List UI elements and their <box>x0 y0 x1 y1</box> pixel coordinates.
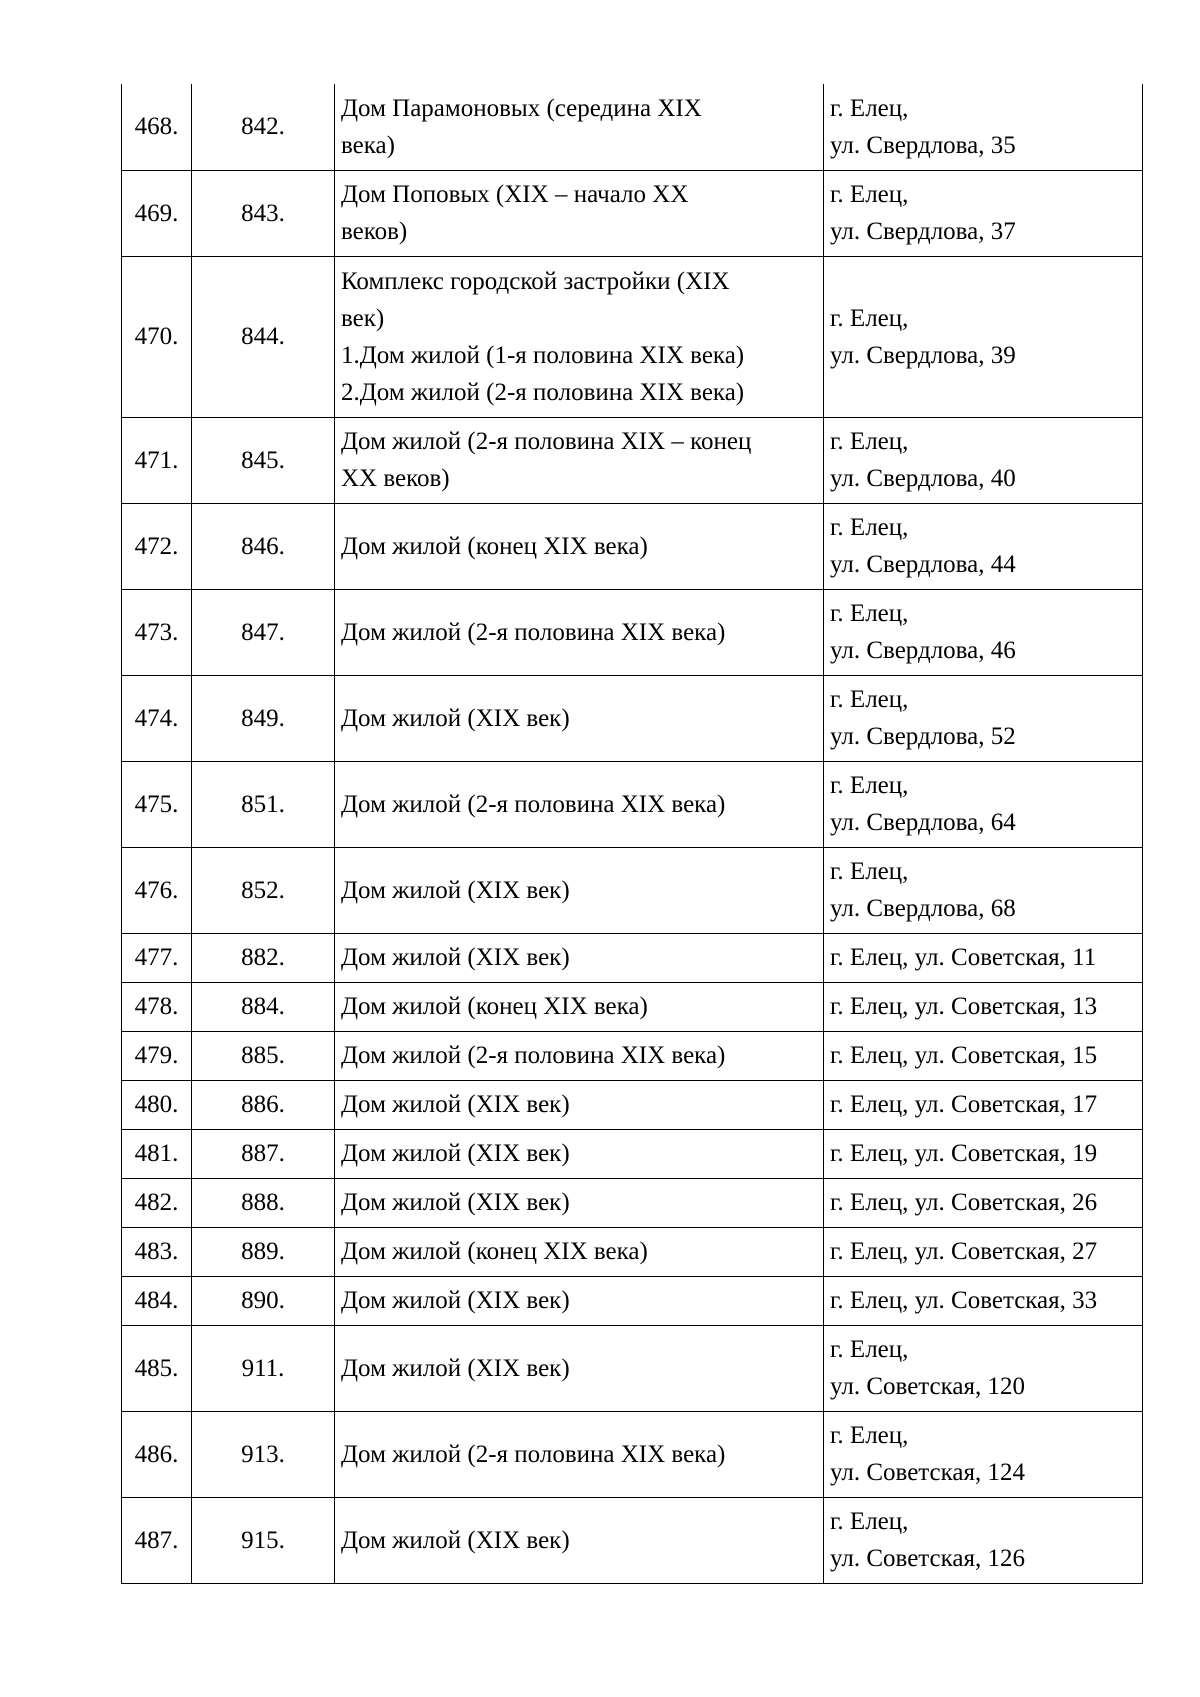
address-cell <box>824 417 1143 503</box>
row-number-cell: 475. <box>122 761 192 847</box>
table-body <box>122 84 1143 1583</box>
address-line: ул. Свердлова, 52 <box>830 723 1016 750</box>
address-line: г. Елец, <box>830 858 909 885</box>
address-cell <box>824 1178 1143 1227</box>
object-name-line: Дом жилой (2-я половина XIX века) <box>341 790 726 818</box>
table-row <box>122 1325 1143 1411</box>
address-cell <box>824 589 1143 675</box>
row-number-cell: 480. <box>122 1080 192 1129</box>
object-name-line: Дом жилой (конец XIX века) <box>341 1238 648 1265</box>
object-name-line: Дом Парамоновых (середина XIX <box>341 94 702 122</box>
table-row <box>122 170 1143 256</box>
registry-number-cell: 842. <box>192 84 335 170</box>
row-number-cell: 469. <box>122 170 192 256</box>
address-line: г. Елец, <box>830 304 909 332</box>
object-name-line: Дом жилой (2-я половина XIX века) <box>341 618 726 646</box>
address-cell <box>824 675 1143 761</box>
object-name-cell <box>335 84 824 170</box>
address-cell <box>824 1031 1143 1080</box>
table-row <box>122 1227 1143 1276</box>
object-name-line: 2.Дом жилой (2-я половина XIX века) <box>341 378 745 406</box>
registry-number-cell: 843. <box>192 170 335 256</box>
row-number-cell: 485. <box>122 1325 192 1411</box>
registry-number-cell: 849. <box>192 675 335 761</box>
object-name-line: Дом жилой (XIX век) <box>341 1287 570 1314</box>
row-number-cell: 483. <box>122 1227 192 1276</box>
address-line: ул. Свердлова, 39 <box>830 341 1016 369</box>
table-row <box>122 1031 1143 1080</box>
object-name-line: века) <box>341 131 395 159</box>
registry-number-cell: 886. <box>192 1080 335 1129</box>
object-name-line: Дом жилой (конец XIX века) <box>341 993 648 1020</box>
address-cell <box>824 1411 1143 1497</box>
registry-number-cell: 911. <box>192 1325 335 1411</box>
address-cell <box>824 1276 1143 1325</box>
row-number-cell: 477. <box>122 933 192 982</box>
table-row <box>122 589 1143 675</box>
object-name-cell <box>335 1227 824 1276</box>
object-name-line: Дом жилой (XIX век) <box>341 704 570 732</box>
address-line: г. Елец, <box>830 1336 909 1363</box>
object-name-line: Дом жилой (XIX век) <box>341 1354 570 1382</box>
object-name-cell <box>335 847 824 933</box>
address-cell <box>824 1227 1143 1276</box>
address-line: г. Елец, <box>830 428 909 455</box>
registry-number-cell: 889. <box>192 1227 335 1276</box>
address-line: г. Елец, ул. Советская, 11 <box>830 944 1097 971</box>
table-row <box>122 1497 1143 1583</box>
address-line: г. Елец, <box>830 181 909 208</box>
registry-number-cell: 852. <box>192 847 335 933</box>
heritage-objects-table <box>121 84 1143 1584</box>
table-row <box>122 982 1143 1031</box>
address-cell <box>824 1497 1143 1583</box>
address-cell <box>824 847 1143 933</box>
registry-number-cell: 885. <box>192 1031 335 1080</box>
address-cell <box>824 1129 1143 1178</box>
address-line: г. Елец, <box>830 94 909 122</box>
row-number-cell: 474. <box>122 675 192 761</box>
address-line: г. Елец, ул. Советская, 17 <box>830 1091 1098 1118</box>
address-cell <box>824 84 1143 170</box>
address-line: ул. Свердлова, 68 <box>830 895 1016 922</box>
object-name-cell <box>335 589 824 675</box>
registry-number-cell: 890. <box>192 1276 335 1325</box>
address-line: г. Елец, ул. Советская, 33 <box>830 1287 1098 1314</box>
object-name-line: Дом жилой (конец XIX века) <box>341 532 648 560</box>
registry-number-cell: 851. <box>192 761 335 847</box>
table-row <box>122 1080 1143 1129</box>
object-name-cell <box>335 675 824 761</box>
row-number-cell: 468. <box>122 84 192 170</box>
object-name-line: Дом жилой (XIX век) <box>341 1140 570 1167</box>
table-row <box>122 1276 1143 1325</box>
object-name-line: Дом жилой (XIX век) <box>341 876 570 904</box>
object-name-line: Дом жилой (XIX век) <box>341 944 570 971</box>
address-line: ул. Свердлова, 35 <box>830 131 1016 159</box>
object-name-cell <box>335 417 824 503</box>
address-cell <box>824 982 1143 1031</box>
address-line: ул. Свердлова, 46 <box>830 637 1016 664</box>
object-name-cell <box>335 1080 824 1129</box>
row-number-cell: 482. <box>122 1178 192 1227</box>
address-line: г. Елец, <box>830 600 909 627</box>
object-name-line: Дом жилой (2-я половина XIX века) <box>341 1440 726 1468</box>
object-name-cell <box>335 1178 824 1227</box>
table-row <box>122 675 1143 761</box>
row-number-cell: 486. <box>122 1411 192 1497</box>
object-name-line: Дом жилой (2-я половина XIX – конец <box>341 428 752 455</box>
address-cell <box>824 1325 1143 1411</box>
row-number-cell: 476. <box>122 847 192 933</box>
object-name-line: Дом жилой (2-я половина XIX века) <box>341 1042 726 1069</box>
table-row <box>122 503 1143 589</box>
table-row <box>122 933 1143 982</box>
object-name-cell <box>335 503 824 589</box>
address-cell <box>824 503 1143 589</box>
address-line: г. Елец, ул. Советская, 19 <box>830 1140 1098 1167</box>
address-line: г. Елец, ул. Советская, 27 <box>830 1238 1098 1265</box>
table-row <box>122 847 1143 933</box>
address-cell <box>824 761 1143 847</box>
object-name-cell <box>335 1325 824 1411</box>
registry-number-cell: 888. <box>192 1178 335 1227</box>
address-line: ул. Советская, 124 <box>830 1459 1025 1486</box>
address-line: г. Елец, <box>830 1508 909 1535</box>
address-line: г. Елец, ул. Советская, 15 <box>830 1042 1098 1069</box>
object-name-line: 1.Дом жилой (1-я половина XIX века) <box>341 341 745 369</box>
table-row <box>122 1129 1143 1178</box>
object-name-cell <box>335 982 824 1031</box>
table-row <box>122 84 1143 170</box>
address-cell <box>824 1080 1143 1129</box>
address-line: г. Елец, <box>830 514 909 541</box>
address-line: ул. Свердлова, 64 <box>830 809 1016 836</box>
object-name-cell <box>335 1129 824 1178</box>
object-name-line: век) <box>341 304 385 332</box>
registry-number-cell: 887. <box>192 1129 335 1178</box>
address-cell <box>824 170 1143 256</box>
row-number-cell: 472. <box>122 503 192 589</box>
table-row <box>122 1411 1143 1497</box>
address-line: г. Елец, ул. Советская, 13 <box>830 993 1098 1020</box>
object-name-cell <box>335 761 824 847</box>
address-line: г. Елец, <box>830 772 909 799</box>
object-name-line: Дом Поповых (XIX – начало XX <box>341 181 689 208</box>
address-line: ул. Свердлова, 37 <box>830 218 1016 245</box>
object-name-cell <box>335 1031 824 1080</box>
object-name-line: веков) <box>341 218 408 245</box>
address-cell <box>824 933 1143 982</box>
object-name-cell <box>335 170 824 256</box>
object-name-line: Комплекс городской застройки (XIX <box>341 267 730 295</box>
row-number-cell: 487. <box>122 1497 192 1583</box>
table-row <box>122 417 1143 503</box>
address-line: г. Елец, <box>830 1422 909 1449</box>
object-name-cell <box>335 933 824 982</box>
object-name-cell <box>335 1497 824 1583</box>
row-number-cell: 484. <box>122 1276 192 1325</box>
address-line: ул. Свердлова, 40 <box>830 465 1016 492</box>
object-name-line: Дом жилой (XIX век) <box>341 1091 570 1118</box>
object-name-line: Дом жилой (XIX век) <box>341 1189 570 1216</box>
address-line: ул. Свердлова, 44 <box>830 551 1016 578</box>
registry-number-cell: 884. <box>192 982 335 1031</box>
registry-number-cell: 915. <box>192 1497 335 1583</box>
registry-number-cell: 913. <box>192 1411 335 1497</box>
object-name-line: XX веков) <box>341 465 450 492</box>
table-row <box>122 761 1143 847</box>
object-name-line: Дом жилой (XIX век) <box>341 1526 570 1554</box>
row-number-cell: 481. <box>122 1129 192 1178</box>
object-name-cell <box>335 256 824 417</box>
registry-number-cell: 846. <box>192 503 335 589</box>
table-row <box>122 256 1143 417</box>
address-line: ул. Советская, 126 <box>830 1545 1025 1572</box>
address-line: г. Елец, <box>830 686 909 713</box>
row-number-cell: 479. <box>122 1031 192 1080</box>
table-row <box>122 1178 1143 1227</box>
registry-number-cell: 847. <box>192 589 335 675</box>
address-cell <box>824 256 1143 417</box>
object-name-cell <box>335 1276 824 1325</box>
address-line: г. Елец, ул. Советская, 26 <box>830 1189 1098 1216</box>
registry-number-cell: 882. <box>192 933 335 982</box>
row-number-cell: 473. <box>122 589 192 675</box>
address-line: ул. Советская, 120 <box>830 1373 1025 1400</box>
row-number-cell: 470. <box>122 256 192 417</box>
object-name-cell <box>335 1411 824 1497</box>
row-number-cell: 478. <box>122 982 192 1031</box>
registry-number-cell: 845. <box>192 417 335 503</box>
registry-number-cell: 844. <box>192 256 335 417</box>
row-number-cell: 471. <box>122 417 192 503</box>
